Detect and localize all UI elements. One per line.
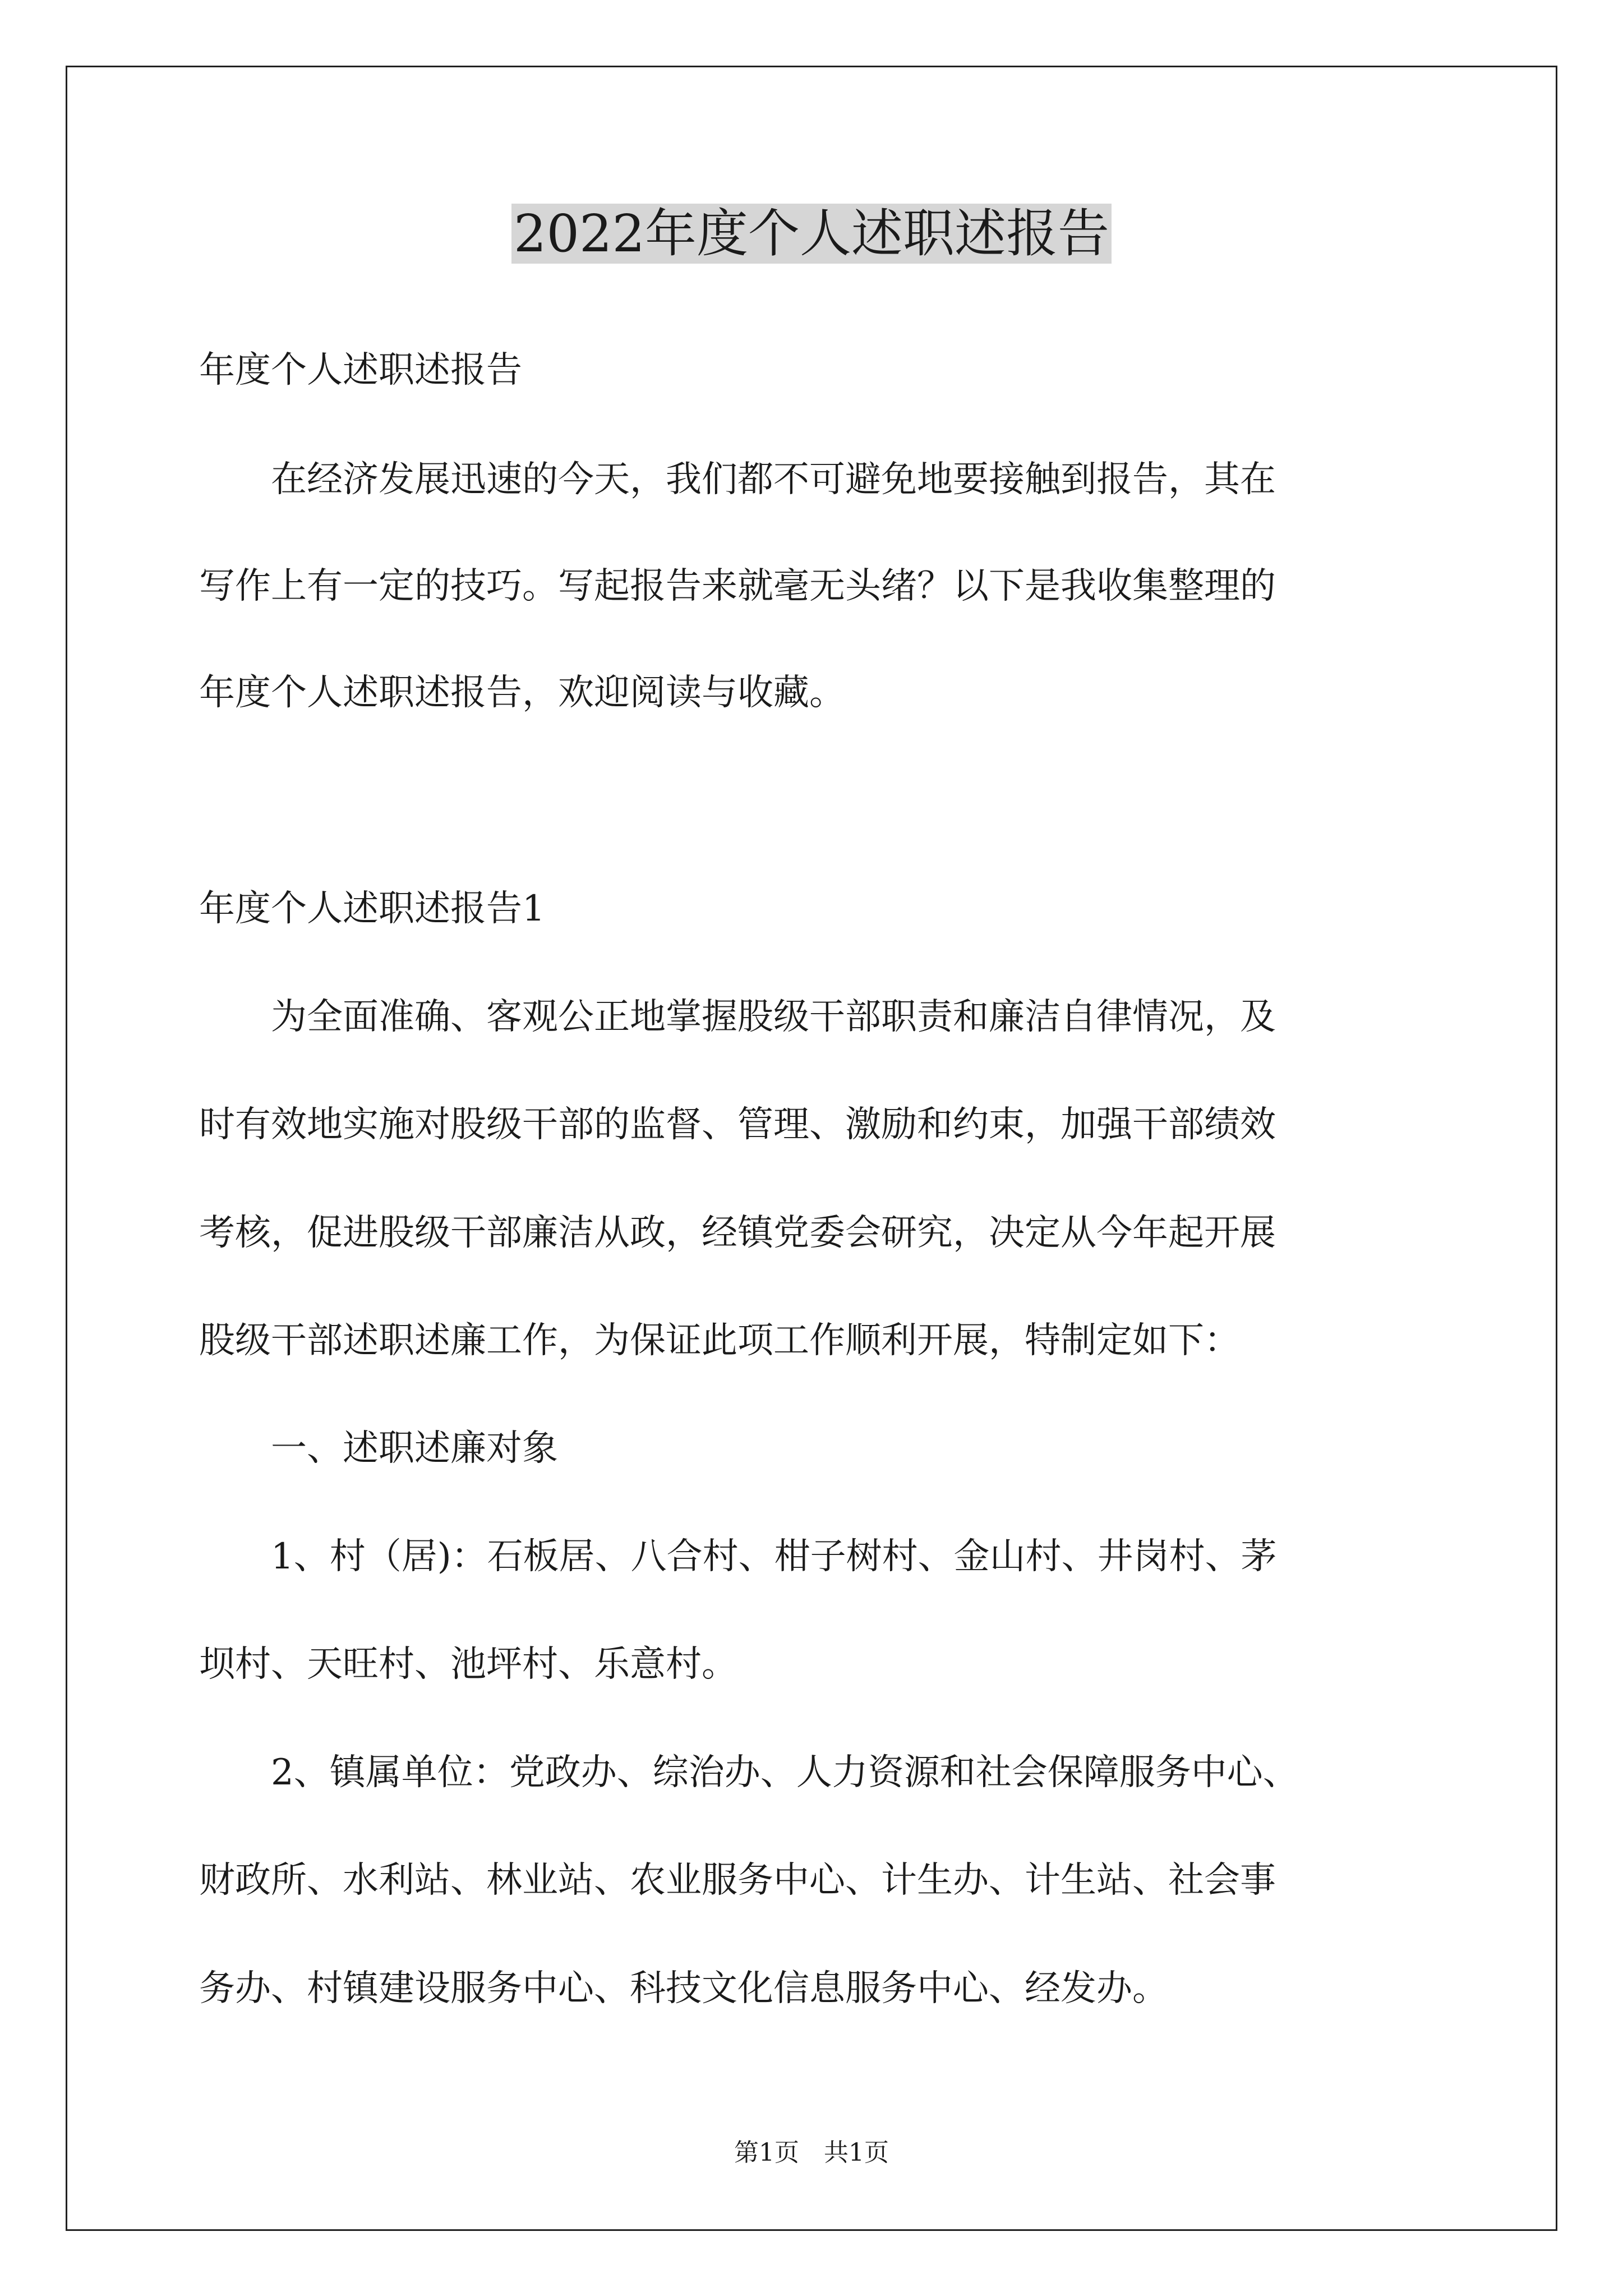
paragraph-line: 1、村（居)：石板居、八合村、柑子树村、金山村、井岗村、茅 — [199, 1536, 1277, 1577]
page-footer: 第1页 共1页 — [734, 2138, 889, 2167]
section-heading: 年度个人述职述报告1 — [199, 888, 545, 930]
paragraph-line: 坝村、天旺村、池坪村、乐意村。 — [199, 1644, 737, 1685]
paragraph-line: 股级干部述职述廉工作，为保证此项工作顺利开展，特制定如下： — [199, 1320, 1240, 1361]
paragraph-line: 在经济发展迅速的今天，我们都不可避免地要接触到报告，其在 — [199, 459, 1276, 500]
paragraph-line: 为全面准确、客观公正地掌握股级干部职责和廉洁自律情况，及 — [199, 996, 1276, 1038]
paragraph-line: 2、镇属单位：党政办、综治办、人力资源和社会保障服务中心、 — [199, 1752, 1299, 1793]
document-title-text: 2022年度个人述职述报告 — [511, 204, 1112, 264]
document-title — [0, 197, 1623, 270]
list-heading: 一、述职述廉对象 — [199, 1428, 558, 1469]
paragraph-line: 时有效地实施对股级干部的监督、管理、激励和约束，加强干部绩效 — [199, 1104, 1276, 1145]
paragraph-line: 财政所、水利站、林业站、农业服务中心、计生办、计生站、社会事 — [199, 1860, 1276, 1901]
paragraph-line: 年度个人述职述报告，欢迎阅读与收藏。 — [199, 672, 845, 714]
paragraph-line: 考核，促进股级干部廉洁从政，经镇党委会研究，决定从今年起开展 — [199, 1212, 1276, 1254]
paragraph-line: 写作上有一定的技巧。写起报告来就毫无头绪？以下是我收集整理的 — [199, 565, 1276, 607]
paragraph-line: 务办、村镇建设服务中心、科技文化信息服务中心、经发办。 — [199, 1968, 1168, 2009]
intro-heading: 年度个人述职述报告 — [199, 349, 522, 391]
